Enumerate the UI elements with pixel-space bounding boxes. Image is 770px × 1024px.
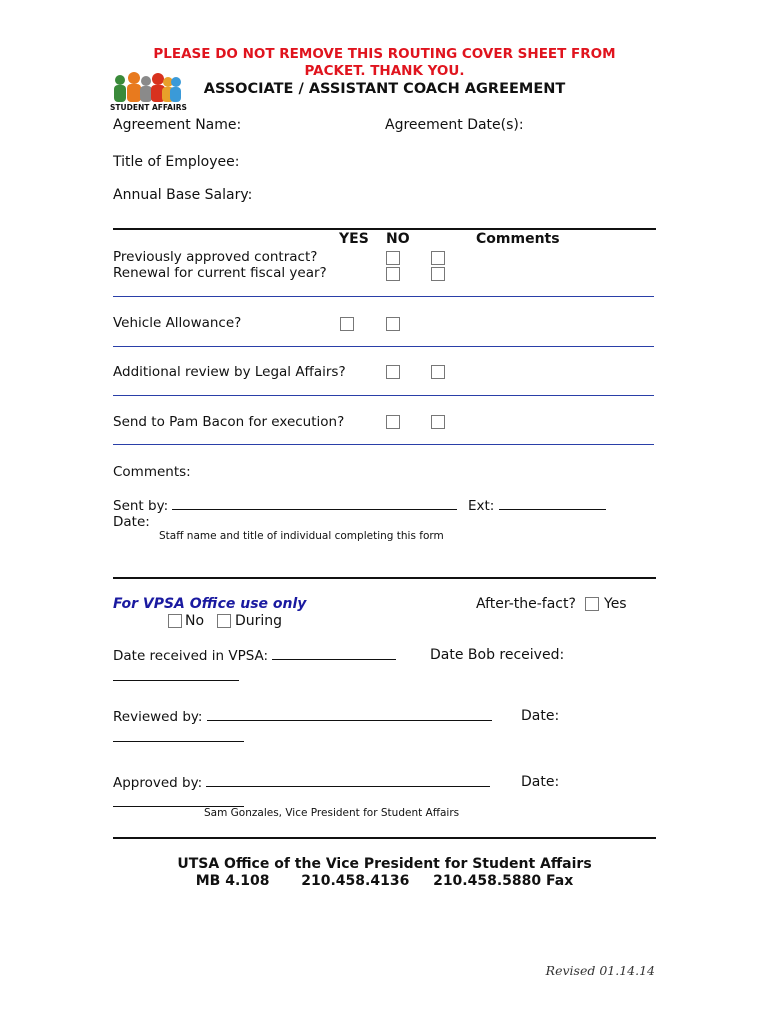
renewal-no-checkbox[interactable]: [431, 267, 445, 281]
reviewed-by-field[interactable]: [207, 708, 492, 721]
send-execution-no-checkbox[interactable]: [431, 415, 445, 429]
footer-office: UTSA Office of the Vice President for Student Affairs: [177, 856, 592, 872]
previously-approved-no-checkbox[interactable]: [431, 251, 445, 265]
divider: [113, 577, 656, 579]
divider: [113, 837, 656, 839]
divider: [113, 228, 656, 230]
divider: [113, 395, 654, 396]
approved-by-label: Approved by:: [113, 775, 203, 791]
question-legal-review: Additional review by Legal Affairs?: [113, 364, 346, 380]
reviewed-by-row: [113, 708, 492, 725]
sent-date-label: Date:: [113, 514, 150, 530]
footer-phone: 210.458.4136: [301, 873, 410, 889]
question-send-pam-bacon: Send to Pam Bacon for execution?: [113, 414, 345, 430]
routing-notice-line2: PACKET. THANK YOU.: [304, 63, 465, 79]
approved-by-row: [113, 774, 490, 791]
after-the-fact-yes-checkbox[interactable]: [585, 597, 599, 611]
routing-notice-line1: PLEASE DO NOT REMOVE THIS ROUTING COVER SHEET FROM: [153, 46, 616, 62]
previously-approved-yes-checkbox[interactable]: [386, 251, 400, 265]
renewal-yes-checkbox[interactable]: [386, 267, 400, 281]
col-yes-header: YES: [339, 231, 369, 247]
legal-review-no-checkbox[interactable]: [431, 365, 445, 379]
sent-by-note: Staff name and title of individual completing this form: [159, 530, 444, 542]
approved-by-field[interactable]: [206, 774, 490, 787]
annual-base-salary-label: Annual Base Salary:: [113, 187, 253, 203]
date-received-label: Date received in VPSA:: [113, 648, 269, 664]
title-of-employee-label: Title of Employee:: [113, 154, 240, 170]
vehicle-allowance-yes-checkbox[interactable]: [340, 317, 354, 331]
revised-date: Revised 01.14.14: [545, 963, 655, 978]
reviewed-by-label: Reviewed by:: [113, 709, 203, 725]
date-received-field[interactable]: [272, 647, 396, 660]
agreement-dates-label: Agreement Date(s):: [385, 117, 524, 133]
date-received-row: [113, 647, 396, 664]
ext-field[interactable]: [499, 497, 606, 510]
sent-by-field[interactable]: [172, 497, 457, 510]
during-checkbox[interactable]: [217, 614, 231, 628]
logo-text: STUDENT AFFAIRS: [110, 103, 187, 112]
col-no-header: NO: [386, 231, 410, 247]
question-vehicle-allowance: Vehicle Allowance?: [113, 315, 242, 331]
signer-caption: Sam Gonzales, Vice President for Student Affairs: [204, 807, 460, 819]
question-renewal: Renewal for current fiscal year?: [113, 265, 327, 281]
footer-fax: 210.458.5880 Fax: [433, 873, 574, 889]
agreement-name-label: Agreement Name:: [113, 117, 242, 133]
after-the-fact-label: After-the-fact?: [476, 596, 576, 612]
divider: [113, 346, 654, 347]
sent-by-label: Sent by:: [113, 498, 169, 514]
after-the-fact-yes-label: Yes: [604, 596, 627, 612]
after-the-fact-no-label: No: [185, 613, 205, 629]
send-execution-yes-checkbox[interactable]: [386, 415, 400, 429]
ext-label: Ext:: [468, 498, 495, 514]
sent-by-row: [113, 497, 457, 514]
after-the-fact-no-checkbox[interactable]: [168, 614, 182, 628]
col-comments-header: Comments: [476, 231, 560, 247]
footer-contact: [113, 873, 656, 889]
vehicle-allowance-no-checkbox[interactable]: [386, 317, 400, 331]
form-title: ASSOCIATE / ASSISTANT COACH AGREEMENT: [203, 81, 566, 97]
vpsa-office-heading: For VPSA Office use only: [113, 596, 307, 612]
approved-date-label: Date:: [521, 774, 560, 790]
legal-review-yes-checkbox[interactable]: [386, 365, 400, 379]
divider: [113, 444, 654, 445]
during-label: During: [235, 613, 283, 629]
comments-label: Comments:: [113, 464, 191, 480]
reviewed-date-label: Date:: [521, 708, 560, 724]
reviewed-date-field[interactable]: [113, 727, 244, 746]
date-bob-received-label: Date Bob received:: [430, 647, 565, 663]
footer-mb: MB 4.108: [195, 873, 270, 889]
divider: [113, 296, 654, 297]
date-bob-received-field[interactable]: [113, 666, 239, 685]
ext-row: [468, 497, 606, 514]
question-previously-approved: Previously approved contract?: [113, 249, 318, 265]
